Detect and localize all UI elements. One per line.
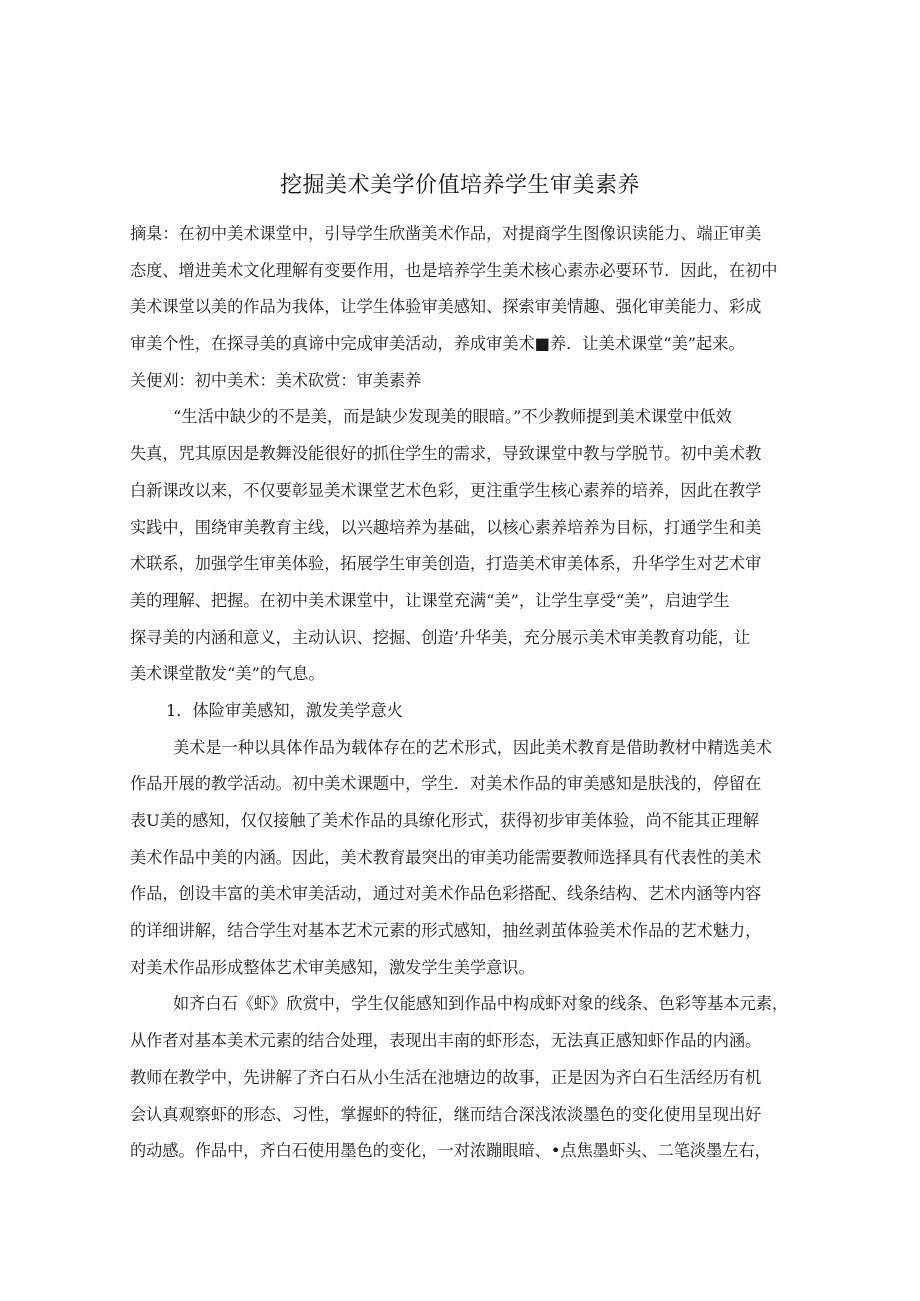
intro-line: 美术课堂散发“美”的气息。 — [130, 664, 325, 684]
intro-line: 白新课改以来，不仅要彰显美术课堂艺术色彩，更注重学生核心素养的培养，因此在教学 — [130, 480, 762, 500]
example-line: 如齐白石《虾》欣赏中，学生仅能感知到作品中构成虾对象的线条、色彩等基本元素， — [173, 994, 789, 1014]
intro-line: 探寻美的内涵和意义，主动认识、挖掘、创造’升华美，充分展示美术审美教育功能，让 — [130, 627, 751, 647]
intro-line: “生活中缺少的不是美，而是缺少发现美的眼暗。”不少教师提到美术课堂中低效 — [173, 407, 732, 427]
document-body — [130, 216, 792, 1170]
example-line: 的动感。作品中，齐白石使用墨色的变化，一对浓蹦眼暗、•点焦墨虾头、二笔淡墨左右， — [130, 1141, 771, 1161]
section-heading: 1．体险审美感知，激发美学意火 — [166, 700, 403, 720]
section-line: 作品，创设丰富的美术审美活动，通过对美术作品色彩搭配、线条结构、艺术内涵等内容 — [130, 884, 762, 904]
example-line: 会认真观察虾的形态、习性，掌握虾的特征，继而结合深浅浓淡墨色的变化使用呈现出好 — [130, 1104, 762, 1124]
abstract-line: 美术课堂以美的作品为我体，让学生体验审美感知、探索审美情趣、强化审美能力、彩成 — [130, 297, 762, 317]
intro-line: 失真，咒其原因是教舞没能很好的抓住学生的需求，导致课堂中教与学脱节。初中美术教 — [130, 444, 762, 464]
intro-line: 术联系，加强学生审美体验，拓展学生审美创造，打造美术审美体系，升华学生对艺术审 — [130, 554, 762, 574]
abstract-line: 摘臬：在初中美术课堂中，引导学生欣凿美术作品，对提商学生图像识读能力、端正审美 — [130, 224, 762, 243]
example-line: 从作者对基本美术元素的结合处理，表现出丰南的虾形态，无法真正感知虾作品的内涵。 — [130, 1031, 762, 1051]
abstract-line: 态度、增进美术文化理解有变要作用，也是培养学生美术核心素赤必要环节．因此，在初中 — [130, 260, 778, 280]
section-line: 表U美的感知，仅仅接触了美术作品的具缭化形式，获得初步审美体验，尚不能其正理解 — [130, 811, 759, 830]
section-line: 的详细讲解，结合学生对基本艺术元素的形式感知，抽丝剥茧体验美术作品的艺术魅力， — [130, 921, 762, 941]
example-line: 教师在教学中，先讲解了齐白石从小生活在池塘边的故事，正是因为齐白石生活经历有机 — [130, 1067, 762, 1087]
section-line: 作品开展的教学活动。初中美术课题中，学生．对美术作品的审美感知是肤浅的，停留在 — [130, 774, 762, 794]
document-title: 挖掘美术美学价值培养学生审美素养 — [279, 173, 640, 198]
intro-line: 实践中，围绕审美教育主线，以兴趣培养为基础，以核心素养培养为目标，打通学生和美 — [130, 517, 762, 537]
section-line: 美术作品中美的内涵。因此，美术教育最突出的审美功能需要教师选择具有代表性的美术 — [130, 847, 762, 867]
keywords-line: 关便刈：初中美术：美术砍赏：审美素养 — [130, 370, 422, 390]
abstract-line: 审美个性，在探寻美的真谛中完成审美活动，养成审美术■养．让美术课堂“美”起来。 — [130, 334, 745, 354]
section-line: 美术是一种以具体作品为载体存在的艺术形式，因此美术教育是借助教材中精选美术 — [173, 737, 772, 757]
section-line: 对美术作品形成整体艺术审美感知，激发学生美学意识。 — [130, 957, 535, 977]
intro-line: 美的理解、把握。在初中美术课堂中，让课堂充满“美”，让学生享受“美”，启迪学生 — [130, 590, 730, 610]
